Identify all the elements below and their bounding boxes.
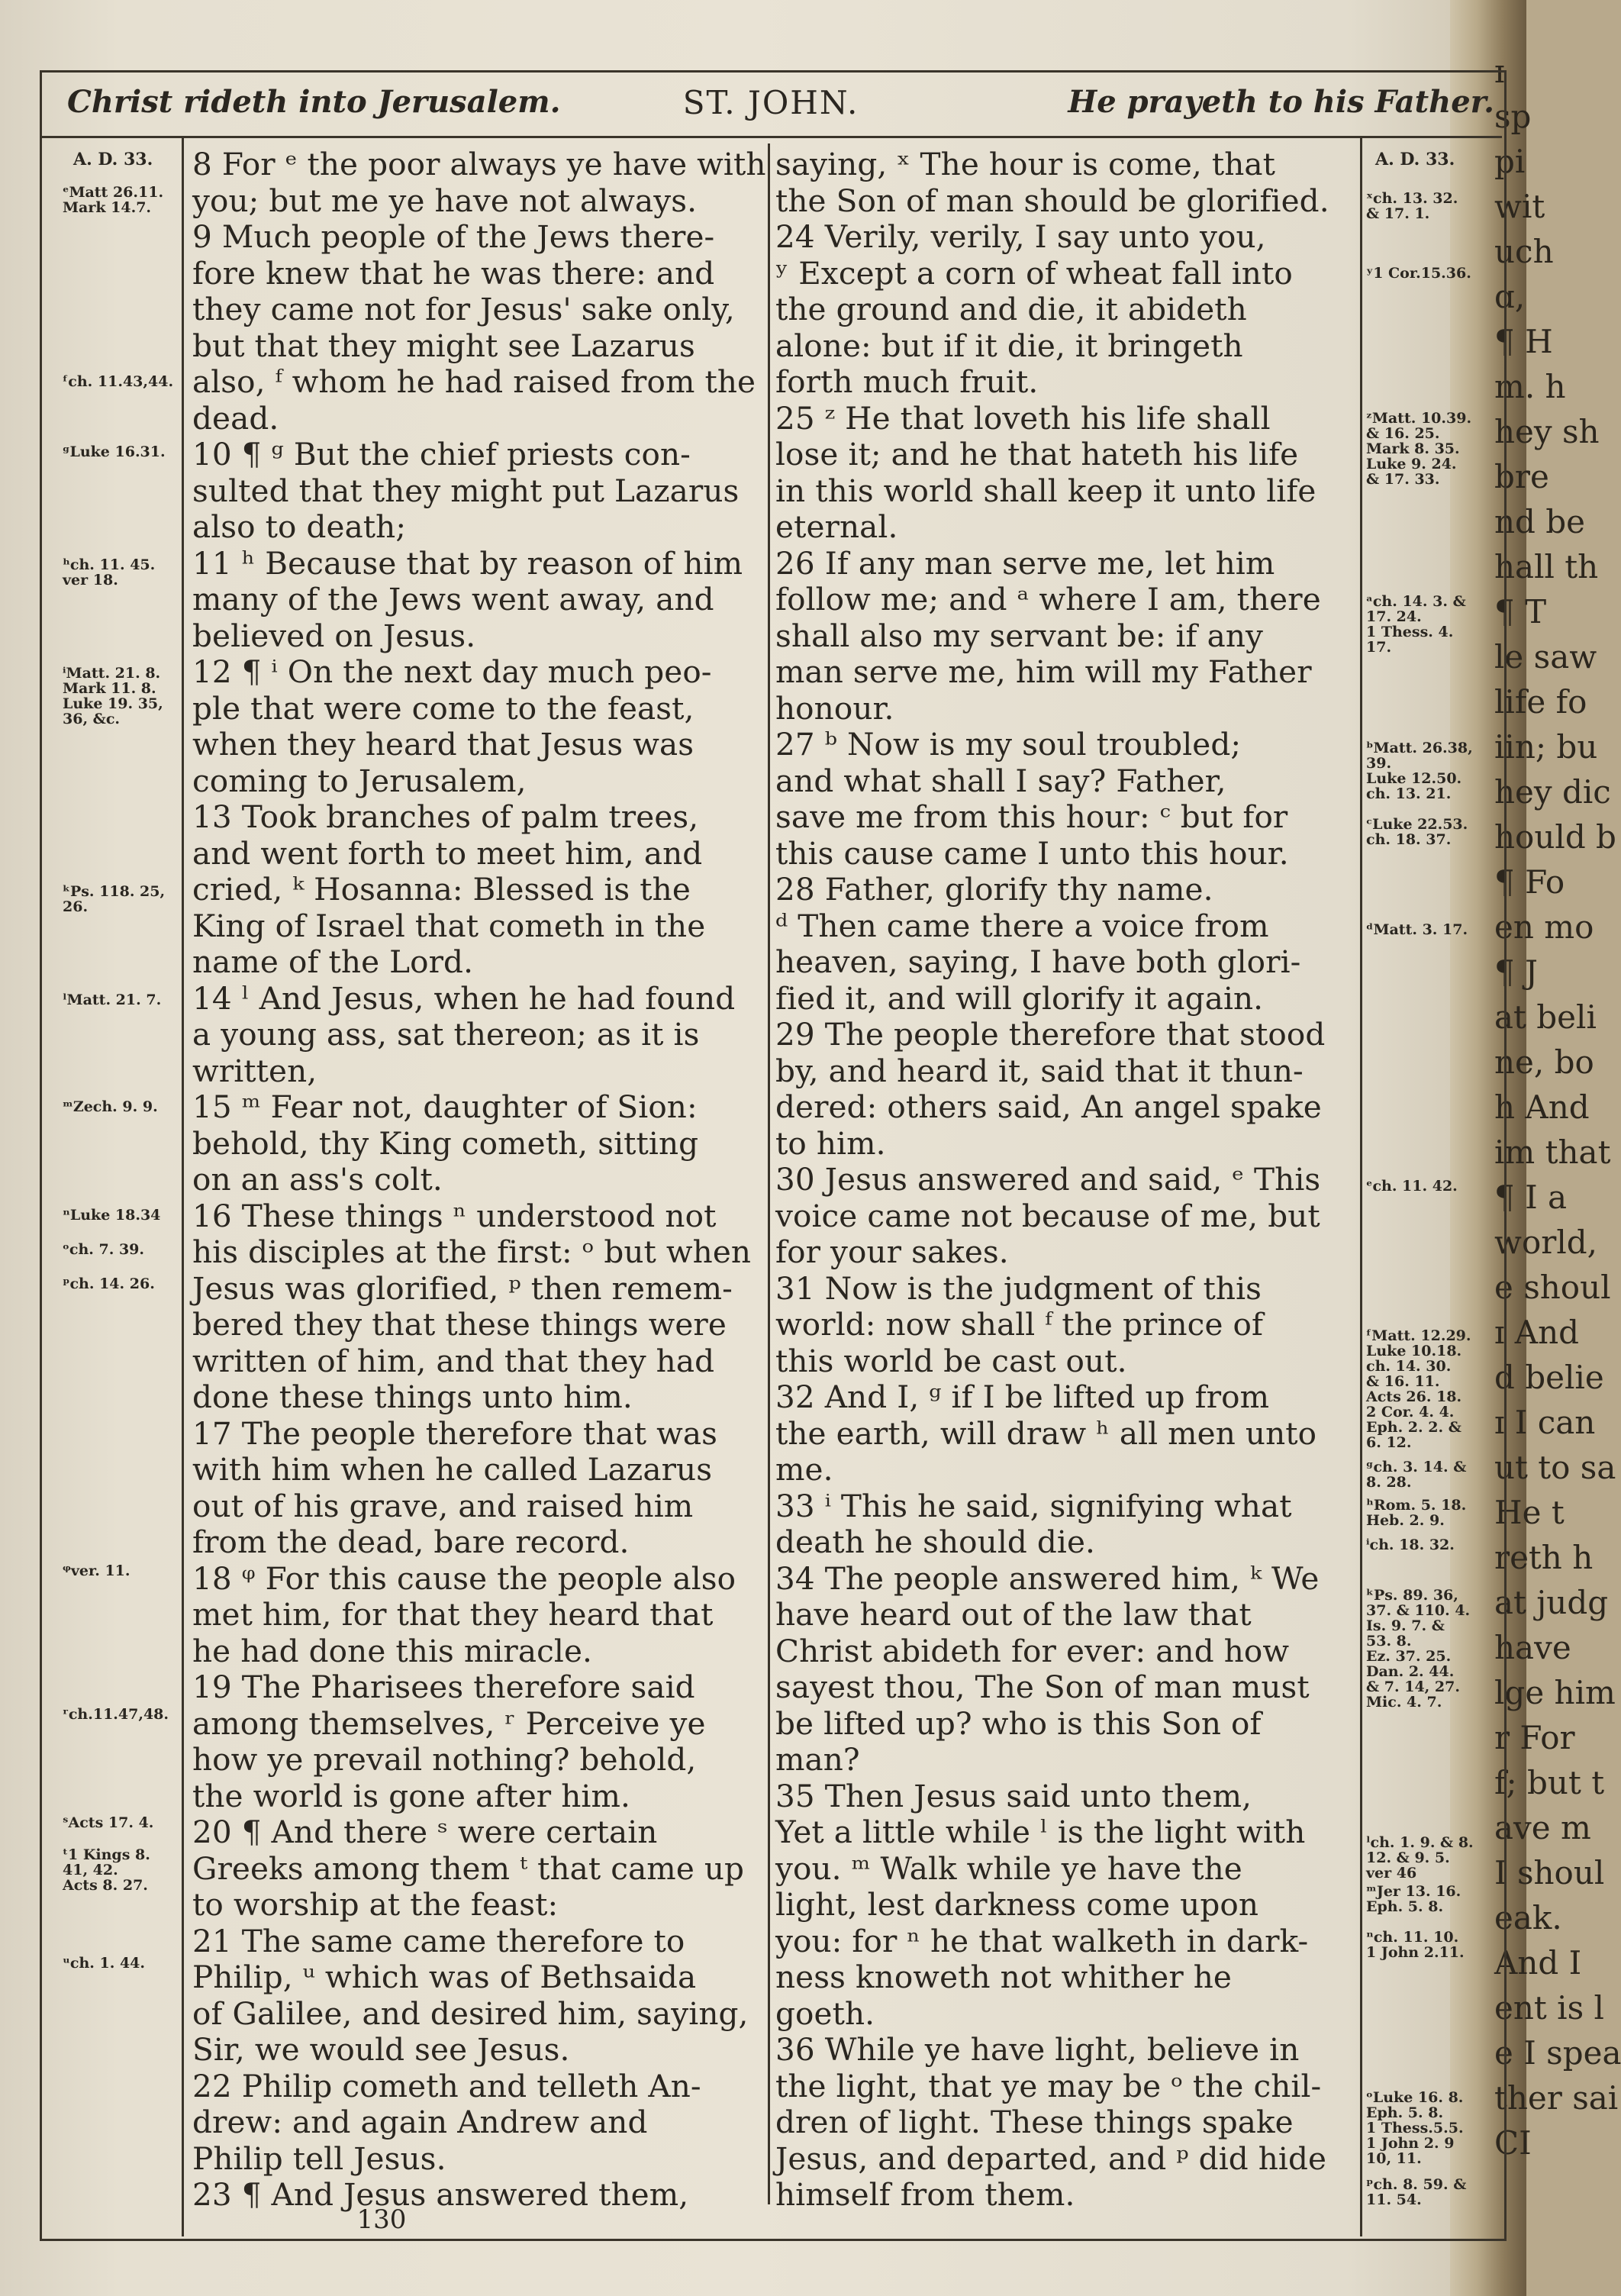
margin-reference: ᵍch. 3. 14. &: [1366, 1459, 1467, 1475]
text-line: in this world shall keep it unto life: [775, 472, 1316, 509]
text-line: eternal.: [775, 508, 898, 545]
margin-reference: ᵃch. 14. 3. &: [1366, 593, 1466, 610]
text-line: dren of light. These things spake: [775, 2104, 1294, 2140]
right-margin-year: A. D. 33.: [1375, 150, 1455, 169]
text-line: also to death;: [192, 508, 407, 545]
margin-reference: 39.: [1366, 755, 1392, 772]
text-line: 19 The Pharisees therefore said: [192, 1669, 695, 1705]
text-line: written,: [192, 1052, 317, 1089]
margin-reference: 37. & 110. 4.: [1366, 1602, 1471, 1619]
facing-page-fragment: d belie: [1494, 1359, 1604, 1396]
text-line: 27 ᵇ Now is my soul troubled;: [775, 726, 1242, 763]
margin-reference: ᵉMatt 26.11.: [63, 184, 164, 201]
text-line: 23 ¶ And Jesus answered them,: [192, 2176, 689, 2213]
facing-page-fragment: lge him: [1494, 1674, 1616, 1711]
facing-page-fragment: e shoul: [1494, 1269, 1611, 1306]
running-head: [40, 70, 1502, 138]
facing-page-fragment: en mo: [1494, 908, 1594, 946]
margin-reference: & 16. 25.: [1366, 425, 1440, 442]
facing-page-fragment: hey dic: [1494, 773, 1611, 811]
text-line: written of him, and that they had: [192, 1342, 715, 1379]
text-line: to him.: [775, 1124, 886, 1162]
facing-page-fragment: e I spea: [1494, 2034, 1621, 2072]
margin-reference: ᵇMatt. 26.38,: [1366, 740, 1473, 756]
margin-reference: ᶻMatt. 10.39.: [1366, 410, 1472, 427]
margin-reference: ⁿLuke 18.34: [63, 1207, 161, 1224]
text-line: himself from them.: [775, 2176, 1075, 2213]
text-line: 31 Now is the judgment of this: [775, 1269, 1262, 1307]
text-line: out of his grave, and raised him: [192, 1487, 694, 1524]
margin-reference: 17. 24.: [1366, 608, 1422, 625]
text-line: met him, for that they heard that: [192, 1596, 714, 1633]
text-line: fied it, and will glorify it again.: [775, 979, 1264, 1017]
facing-page-fragment: le saw: [1494, 638, 1597, 676]
text-line: light, lest darkness come upon: [775, 1886, 1259, 1923]
text-line: his disciples at the first: ᵒ but when: [192, 1233, 752, 1270]
facing-page-fragment: ɪ: [1494, 53, 1505, 90]
text-line: 22 Philip cometh and telleth An-: [192, 2067, 701, 2104]
text-line: by, and heard it, said that it thun-: [775, 1052, 1304, 1089]
facing-page-fragment: ɪ I can: [1494, 1404, 1596, 1441]
facing-page-fragment: ɑ,: [1494, 278, 1526, 315]
text-line: saying, ˣ The hour is come, that: [775, 146, 1276, 182]
margin-reference: ˡch. 1. 9. & 8.: [1366, 1834, 1474, 1851]
text-line: Philip tell Jesus.: [192, 2140, 446, 2177]
text-line: of Galilee, and desired him, saying,: [192, 1994, 749, 2032]
margin-reference: 1 Thess.5.5.: [1366, 2120, 1464, 2136]
margin-reference: ᶜLuke 22.53.: [1366, 816, 1468, 833]
text-line: Yet a little while ˡ is the light with: [775, 1814, 1306, 1850]
margin-reference: 41, 42.: [63, 1862, 118, 1878]
facing-page-fragment: ut to sa: [1494, 1449, 1616, 1486]
text-line: dered: others said, An angel spake: [775, 1088, 1322, 1125]
text-line: believed on Jesus.: [192, 617, 476, 654]
text-line: but that they might see Lazarus: [192, 327, 695, 364]
text-line: for your sakes.: [775, 1233, 1009, 1270]
facing-page-fragment: bre: [1494, 458, 1549, 495]
text-line: drew: and again Andrew and: [192, 2104, 648, 2140]
text-line: you. ᵐ Walk while ye have the: [775, 1849, 1242, 1887]
text-line: forth much fruit.: [775, 363, 1039, 400]
text-line: me.: [775, 1451, 833, 1488]
margin-reference: ⁿch. 11. 10.: [1366, 1929, 1459, 1946]
facing-page-fragment: iin; bu: [1494, 728, 1598, 766]
facing-page-fragment: uch: [1494, 233, 1554, 270]
facing-page-fragment: im that: [1494, 1133, 1611, 1171]
facing-page-fragment: He t: [1494, 1494, 1565, 1531]
margin-reference: ʰch. 11. 45.: [63, 556, 156, 573]
facing-page-fragment: life fo: [1494, 683, 1587, 721]
text-line: sulted that they might put Lazarus: [192, 472, 740, 509]
facing-page-fragment: at beli: [1494, 998, 1597, 1036]
margin-reference: 6. 12.: [1366, 1434, 1412, 1451]
margin-reference: 53. 8.: [1366, 1633, 1412, 1649]
text-line: follow me; and ᵃ where I am, there: [775, 581, 1321, 618]
margin-reference: Acts 26. 18.: [1366, 1388, 1462, 1405]
margin-reference: 2 Cor. 4. 4.: [1366, 1404, 1455, 1420]
margin-reference: Eph. 5. 8.: [1366, 2104, 1444, 2121]
margin-reference: ver 18.: [63, 572, 118, 589]
margin-reference: ch. 18. 37.: [1366, 831, 1452, 848]
margin-reference: Heb. 2. 9.: [1366, 1512, 1445, 1529]
margin-reference: ʳch.11.47,48.: [63, 1706, 169, 1723]
margin-reference: ⁱch. 18. 32.: [1366, 1537, 1455, 1553]
margin-reference: ᵉch. 11. 42.: [1366, 1178, 1458, 1195]
margin-reference: ʸ1 Cor.15.36.: [1366, 265, 1471, 282]
left-margin-rule: [182, 136, 184, 2236]
facing-page-fragment: ne, bo: [1494, 1043, 1594, 1081]
text-line: Jesus, and departed, and ᵖ did hide: [775, 2140, 1327, 2177]
text-line: 9 Much people of the Jews there-: [192, 218, 715, 255]
facing-page-fragment: eak.: [1494, 1899, 1562, 1936]
margin-reference: ch. 14. 30.: [1366, 1358, 1452, 1375]
text-line: 20 ¶ And there ˢ were certain: [192, 1814, 658, 1850]
text-line: from the dead, bare record.: [192, 1524, 630, 1560]
text-line: King of Israel that cometh in the: [192, 907, 706, 944]
margin-reference: ᵈMatt. 3. 17.: [1366, 921, 1468, 938]
text-line: 14 ˡ And Jesus, when he had found: [192, 979, 736, 1017]
margin-reference: 26.: [63, 898, 89, 915]
text-line: shall also my servant be: if any: [775, 617, 1263, 654]
margin-reference: ver 46: [1366, 1865, 1417, 1882]
margin-reference: ᵐJer 13. 16.: [1366, 1883, 1461, 1900]
text-line: goeth.: [775, 1994, 875, 2032]
margin-reference: & 16. 11.: [1366, 1373, 1440, 1390]
margin-reference: ˢActs 17. 4.: [63, 1814, 154, 1831]
facing-page-fragment: ent is l: [1494, 1989, 1604, 2027]
text-line: 16 These things ⁿ understood not: [192, 1197, 717, 1234]
text-line: ple that were come to the feast,: [192, 689, 694, 727]
facing-page-fragment: pi: [1494, 143, 1526, 180]
text-line: a young ass, sat thereon; as it is: [192, 1016, 700, 1053]
text-line: among themselves, ʳ Perceive ye: [192, 1704, 706, 1742]
text-line: this world be cast out.: [775, 1342, 1127, 1379]
text-line: when they heard that Jesus was: [192, 726, 694, 763]
text-line: death he should die.: [775, 1524, 1096, 1560]
text-line: 28 Father, glorify thy name.: [775, 871, 1213, 908]
text-line: 18 ᵠ For this cause the people also: [192, 1559, 736, 1597]
facing-page-fragment: I shoul: [1494, 1854, 1605, 1891]
text-line: alone: but if it die, it bringeth: [775, 327, 1243, 364]
text-line: you: for ⁿ he that walketh in dark-: [775, 1922, 1309, 1959]
text-line: Christ abideth for ever: and how: [775, 1632, 1290, 1669]
margin-reference: Luke 12.50.: [1366, 770, 1462, 787]
text-line: bered they that these things were: [192, 1306, 727, 1343]
margin-reference: Mark 11. 8.: [63, 680, 156, 697]
margin-reference: 10, 11.: [1366, 2150, 1422, 2167]
facing-page-fragment: reth h: [1494, 1539, 1594, 1576]
margin-reference: 11. 54.: [1366, 2191, 1422, 2208]
page-number: 130: [356, 2204, 407, 2235]
text-line: 15 ᵐ Fear not, daughter of Sion:: [192, 1088, 698, 1125]
facing-page-fragment: sp: [1494, 98, 1532, 135]
margin-reference: Mark 14.7.: [63, 199, 152, 216]
text-line: he had done this miracle.: [192, 1632, 592, 1669]
margin-reference: ᵗ1 Kings 8.: [63, 1846, 150, 1863]
facing-page-fragment: h And: [1494, 1088, 1590, 1126]
text-column-left: [192, 146, 766, 2214]
text-line: 35 Then Jesus said unto them,: [775, 1777, 1252, 1814]
margin-reference: ᵏPs. 89. 36,: [1366, 1587, 1458, 1604]
facing-page-fragment: ¶ T: [1494, 593, 1547, 630]
text-line: world: now shall ᶠ the prince of: [775, 1306, 1264, 1343]
text-line: man serve me, him will my Father: [775, 653, 1312, 690]
text-line: Sir, we would see Jesus.: [192, 2031, 570, 2068]
margin-reference: Eph. 2. 2. &: [1366, 1419, 1461, 1436]
text-line: coming to Jerusalem,: [192, 762, 527, 799]
facing-page-fragment: hould b: [1494, 818, 1616, 856]
text-line: have heard out of the law that: [775, 1596, 1252, 1633]
facing-page-fragment: f; but t: [1494, 1764, 1605, 1801]
text-line: behold, thy King cometh, sitting: [192, 1124, 699, 1162]
text-line: 8 For ᵉ the poor always ye have with: [192, 146, 766, 182]
text-line: 36 While ye have light, believe in: [775, 2031, 1300, 2068]
facing-page-fragment: nd be: [1494, 503, 1586, 540]
facing-page-fragment: ɪ And: [1494, 1314, 1580, 1351]
margin-reference: Mic. 4. 7.: [1366, 1694, 1442, 1711]
text-line: on an ass's colt.: [192, 1161, 443, 1198]
text-line: ness knoweth not whither he: [775, 1959, 1232, 1995]
text-line: lose it; and he that hateth his life: [775, 436, 1299, 472]
right-margin-rule: [1360, 136, 1362, 2236]
facing-page-fragment: ave m: [1494, 1809, 1591, 1846]
margin-reference: ᵠver. 11.: [63, 1562, 131, 1579]
text-line: to worship at the feast:: [192, 1886, 559, 1923]
facing-page-fragment: at judg: [1494, 1584, 1609, 1621]
text-line: Jesus was glorified, ᵖ then remem-: [192, 1269, 733, 1307]
margin-reference: ᵘch. 1. 44.: [63, 1955, 145, 1972]
facing-page-fragment: ¶ H: [1494, 323, 1553, 360]
margin-reference: ch. 13. 21.: [1366, 785, 1452, 802]
margin-reference: ᵒch. 7. 39.: [63, 1241, 144, 1258]
text-line: they came not for Jesus' sake only,: [192, 291, 735, 327]
text-line: also, ᶠ whom he had raised from the: [192, 363, 756, 400]
text-line: 32 And I, ᵍ if I be lifted up from: [775, 1379, 1270, 1415]
margin-reference: ᶠch. 11.43,44.: [63, 373, 174, 390]
text-line: many of the Jews went away, and: [192, 581, 714, 618]
facing-page-fragment: ¶ I a: [1494, 1179, 1568, 1216]
text-line: save me from this hour: ᶜ but for: [775, 798, 1288, 835]
text-line: with him when he called Lazarus: [192, 1451, 713, 1488]
text-line: honour.: [775, 689, 894, 727]
margin-reference: Luke 19. 35,: [63, 695, 163, 712]
margin-reference: ᵒLuke 16. 8.: [1366, 2089, 1464, 2106]
margin-reference: Eph. 5. 8.: [1366, 1898, 1444, 1915]
margin-reference: ᵐZech. 9. 9.: [63, 1098, 158, 1115]
text-line: 10 ¶ ᵍ But the chief priests con-: [192, 436, 691, 472]
margin-reference: 1 John 2.11.: [1366, 1944, 1465, 1961]
text-line: you; but me ye have not always.: [192, 182, 698, 219]
text-line: the ground and die, it abideth: [775, 291, 1247, 327]
text-line: ᵈ Then came there a voice from: [775, 907, 1269, 944]
facing-page-fragment: CI: [1494, 2124, 1532, 2162]
text-line: be lifted up? who is this Son of: [775, 1704, 1262, 1742]
text-column-right: [775, 147, 1354, 2214]
margin-reference: 8. 28.: [1366, 1474, 1412, 1491]
text-line: 13 Took branches of palm trees,: [192, 798, 699, 835]
margin-reference: ᵖch. 8. 59. &: [1366, 2176, 1467, 2193]
margin-reference: & 17. 1.: [1366, 205, 1430, 222]
facing-page-fragment: world,: [1494, 1224, 1597, 1261]
text-line: cried, ᵏ Hosanna: Blessed is the: [192, 871, 691, 908]
text-line: 30 Jesus answered and said, ᵉ This: [775, 1161, 1321, 1198]
text-line: 12 ¶ ⁱ On the next day much peo-: [192, 653, 712, 690]
text-line: sayest thou, The Son of man must: [775, 1669, 1310, 1705]
text-line: the earth, will draw ʰ all men unto: [775, 1414, 1317, 1452]
text-line: this cause came I unto this hour.: [775, 834, 1289, 872]
text-line: voice came not because of me, but: [775, 1197, 1320, 1234]
margin-reference: Acts 8. 27.: [63, 1877, 148, 1894]
margin-reference: Luke 10.18.: [1366, 1343, 1462, 1359]
facing-page-fragment: hall th: [1494, 548, 1599, 585]
facing-page-fragment: have: [1494, 1629, 1571, 1666]
text-line: how ye prevail nothing? behold,: [192, 1741, 697, 1778]
left-margin-year: A. D. 33.: [73, 150, 153, 169]
text-line: 29 The people therefore that stood: [775, 1016, 1326, 1053]
facing-page-fragment: And I: [1494, 1944, 1582, 1982]
margin-reference: Dan. 2. 44.: [1366, 1663, 1455, 1680]
text-line: Greeks among them ᵗ that came up: [192, 1849, 745, 1887]
text-line: the Son of man should be glorified.: [775, 182, 1329, 219]
text-line: dead.: [192, 399, 279, 437]
text-line: 21 The same came therefore to: [192, 1922, 685, 1959]
text-line: Philip, ᵘ which was of Bethsaida: [192, 1959, 697, 1995]
margin-reference: 12. & 9. 5.: [1366, 1849, 1450, 1866]
text-line: 11 ʰ Because that by reason of him: [192, 544, 743, 582]
facing-page-fragment: r For: [1494, 1719, 1575, 1756]
text-line: and went forth to meet him, and: [192, 834, 703, 872]
text-line: 25 ᶻ He that loveth his life shall: [775, 399, 1271, 437]
text-line: 26 If any man serve me, let him: [775, 544, 1275, 582]
margin-reference: Mark 8. 35.: [1366, 440, 1460, 457]
margin-reference: ᵏPs. 118. 25,: [63, 883, 166, 900]
margin-reference: ʰRom. 5. 18.: [1366, 1497, 1467, 1514]
text-line: 34 The people answered him, ᵏ We: [775, 1559, 1320, 1597]
margin-reference: ᵍLuke 16.31.: [63, 443, 166, 460]
margin-reference: ᵖch. 14. 26.: [63, 1275, 155, 1292]
text-line: the light, that ye may be ᵒ the chil-: [775, 2067, 1322, 2104]
text-line: 24 Verily, verily, I say unto you,: [775, 218, 1266, 255]
margin-reference: 17.: [1366, 639, 1392, 656]
margin-reference: ⁱMatt. 21. 8.: [63, 665, 161, 682]
margin-reference: ᶠMatt. 12.29.: [1366, 1327, 1471, 1344]
margin-reference: & 17. 33.: [1366, 471, 1440, 488]
text-line: name of the Lord.: [192, 943, 474, 980]
facing-page-fragment: ther sai: [1494, 2079, 1619, 2117]
margin-reference: 1 John 2. 9: [1366, 2135, 1455, 2152]
margin-reference: & 7. 14, 27.: [1366, 1678, 1460, 1695]
running-head-left: Christ rideth into Jerusalem.: [67, 84, 561, 120]
text-line: heaven, saying, I have both glori-: [775, 943, 1301, 980]
margin-reference: ˣch. 13. 32.: [1366, 190, 1458, 207]
margin-reference: 36, &c.: [63, 711, 121, 727]
text-line: done these things unto him.: [192, 1379, 633, 1415]
facing-page-fragment: ¶ J: [1494, 953, 1538, 991]
text-line: the world is gone after him.: [192, 1777, 630, 1814]
text-line: man?: [775, 1741, 860, 1778]
text-line: 17 The people therefore that was: [192, 1414, 718, 1452]
running-head-book-title: ST. JOHN.: [682, 84, 859, 121]
facing-page-fragment: ¶ Fo: [1494, 863, 1565, 901]
margin-reference: Luke 9. 24.: [1366, 456, 1457, 472]
margin-reference: Ez. 37. 25.: [1366, 1648, 1452, 1665]
facing-page-fragment: hey sh: [1494, 413, 1600, 450]
margin-reference: ˡMatt. 21. 7.: [63, 992, 162, 1008]
text-line: ʸ Except a corn of wheat fall into: [775, 254, 1293, 292]
text-line: fore knew that he was there: and: [192, 254, 715, 292]
margin-reference: 1 Thess. 4.: [1366, 624, 1454, 640]
facing-page-fragment: wit: [1494, 188, 1545, 225]
facing-page-fragment: m. h: [1494, 368, 1566, 405]
running-head-right: He prayeth to his Father.: [1068, 84, 1494, 120]
text-line: 33 ⁱ This he said, signifying what: [775, 1487, 1292, 1524]
text-line: and what shall I say? Father,: [775, 762, 1226, 799]
column-rule: [768, 144, 770, 2204]
margin-reference: Is. 9. 7. &: [1366, 1617, 1445, 1634]
